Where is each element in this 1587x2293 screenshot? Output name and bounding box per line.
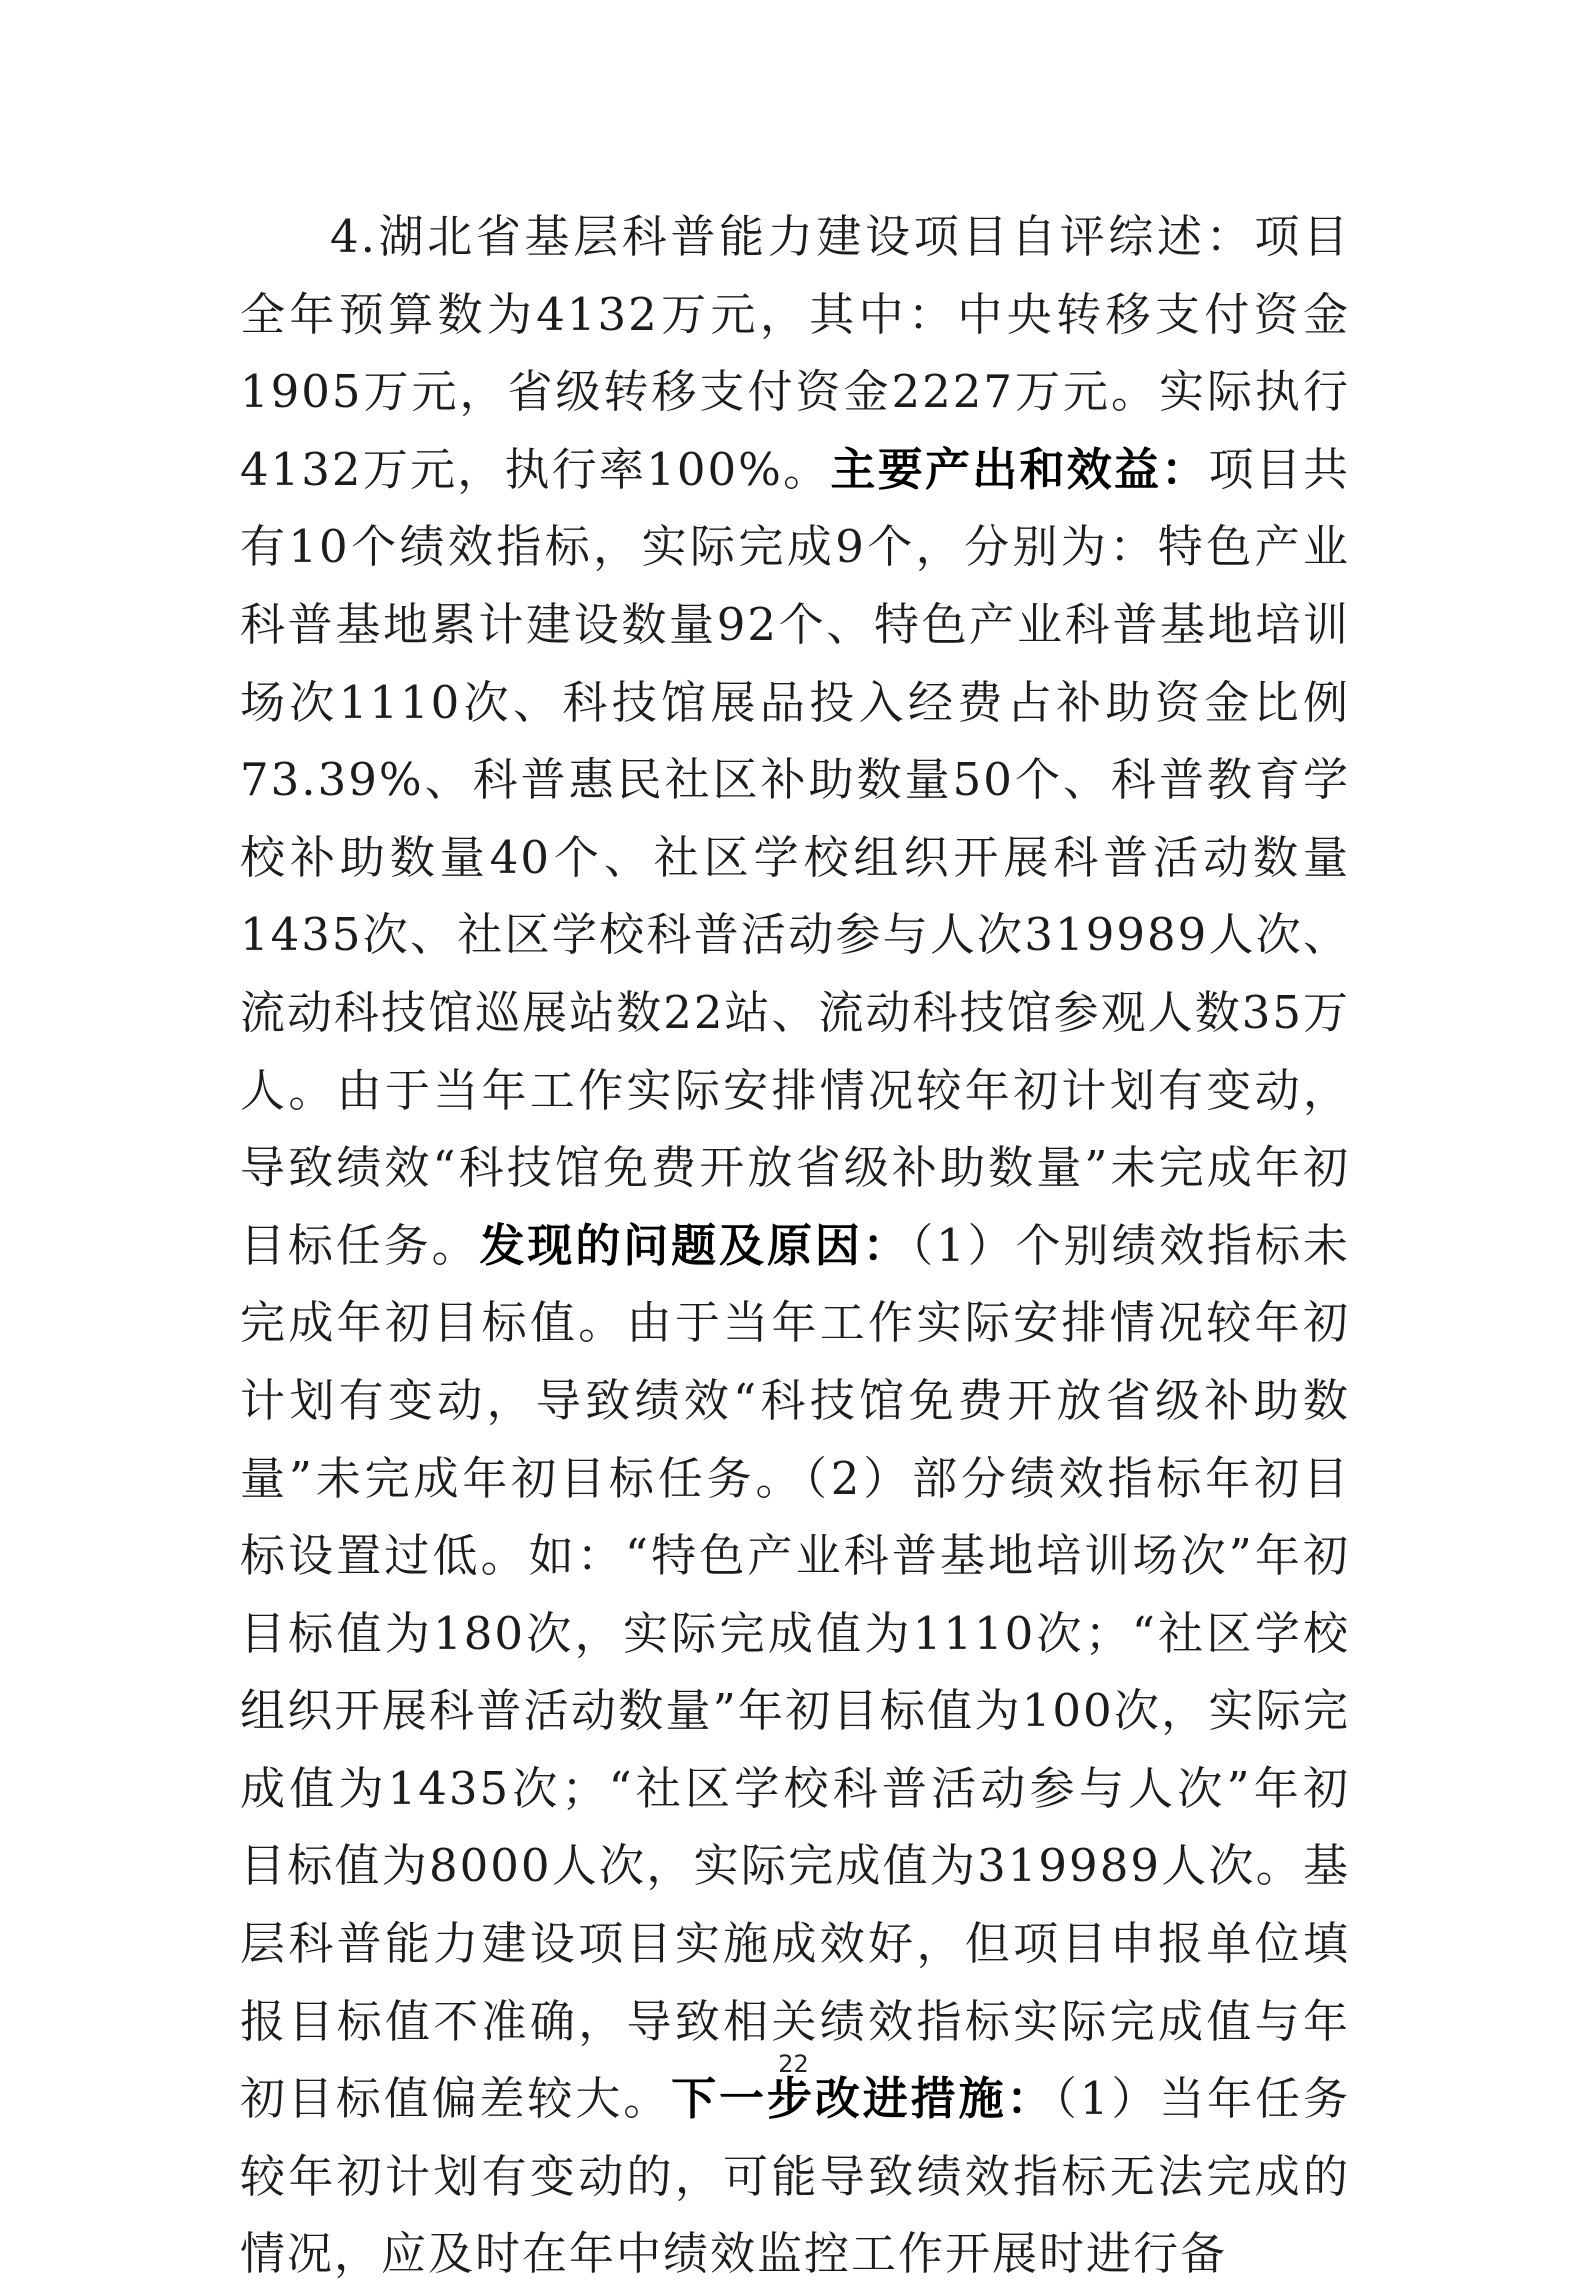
paragraph-text-next-steps: （1）当年任务较年初计划有变动的，可能导致绩效指标无法完成的情况，应及时在年中绩效监控工作开展时进行备 — [240, 2072, 1350, 2281]
heading-outputs-benefits: 主要产出和效益： — [830, 442, 1209, 496]
heading-problems-causes: 发现的问题及原因： — [479, 1218, 911, 1272]
heading-next-steps: 下一步改进措施： — [671, 2072, 1055, 2126]
body-paragraph — [240, 198, 1350, 2293]
paragraph-text-problems: （1）个别绩效指标未完成年初目标值。由于当年工作实际安排情况较年初计划有变动，导致绩效“科技馆免费开放省级补助数量”未完成年初目标任务。（2）部分绩效指标年初目标设置过低。如：“特色产业科普基地培训场次”年初目标值为180次，实际完成值为1110次；“社区学校组织开展科普活动数量”年初目标值为100次，实际完成值为1435次；“社区学校科普活动参与人次”年初目标值为8000人次，实际完成值为319989人次。基层科普能力建设项目实施成效好，但项目申报单位填报目标值不准确，导致相关绩效指标实际完成值与年初目标值偏差较大。 — [240, 1218, 1350, 2126]
page-number: 22 — [778, 2050, 809, 2078]
paragraph-text-outputs: 项目共有10个绩效指标，实际完成9个，分别为：特色产业科普基地累计建设数量92个、特色产业科普基地培训场次1110次、科技馆展品投入经费占补助资金比例73.39%、科普惠民社区补助数量50个、科普教育学校补助数量40个、社区学校组织开展科普活动数量1435次、社区学校科普活动参与人次319989人次、流动科技馆巡展站数22站、流动科技馆参观人数35万人。由于当年工作实际安排情况较年初计划有变动，导致绩效“科技馆免费开放省级补助数量”未完成年初目标任务。 — [240, 442, 1350, 1272]
paragraph-text-intro: 4.湖北省基层科普能力建设项目自评综述：项目全年预算数为4132万元，其中：中央转移支付资金1905万元，省级转移支付资金2227万元。实际执行4132万元，执行率100%。 — [240, 210, 1350, 496]
